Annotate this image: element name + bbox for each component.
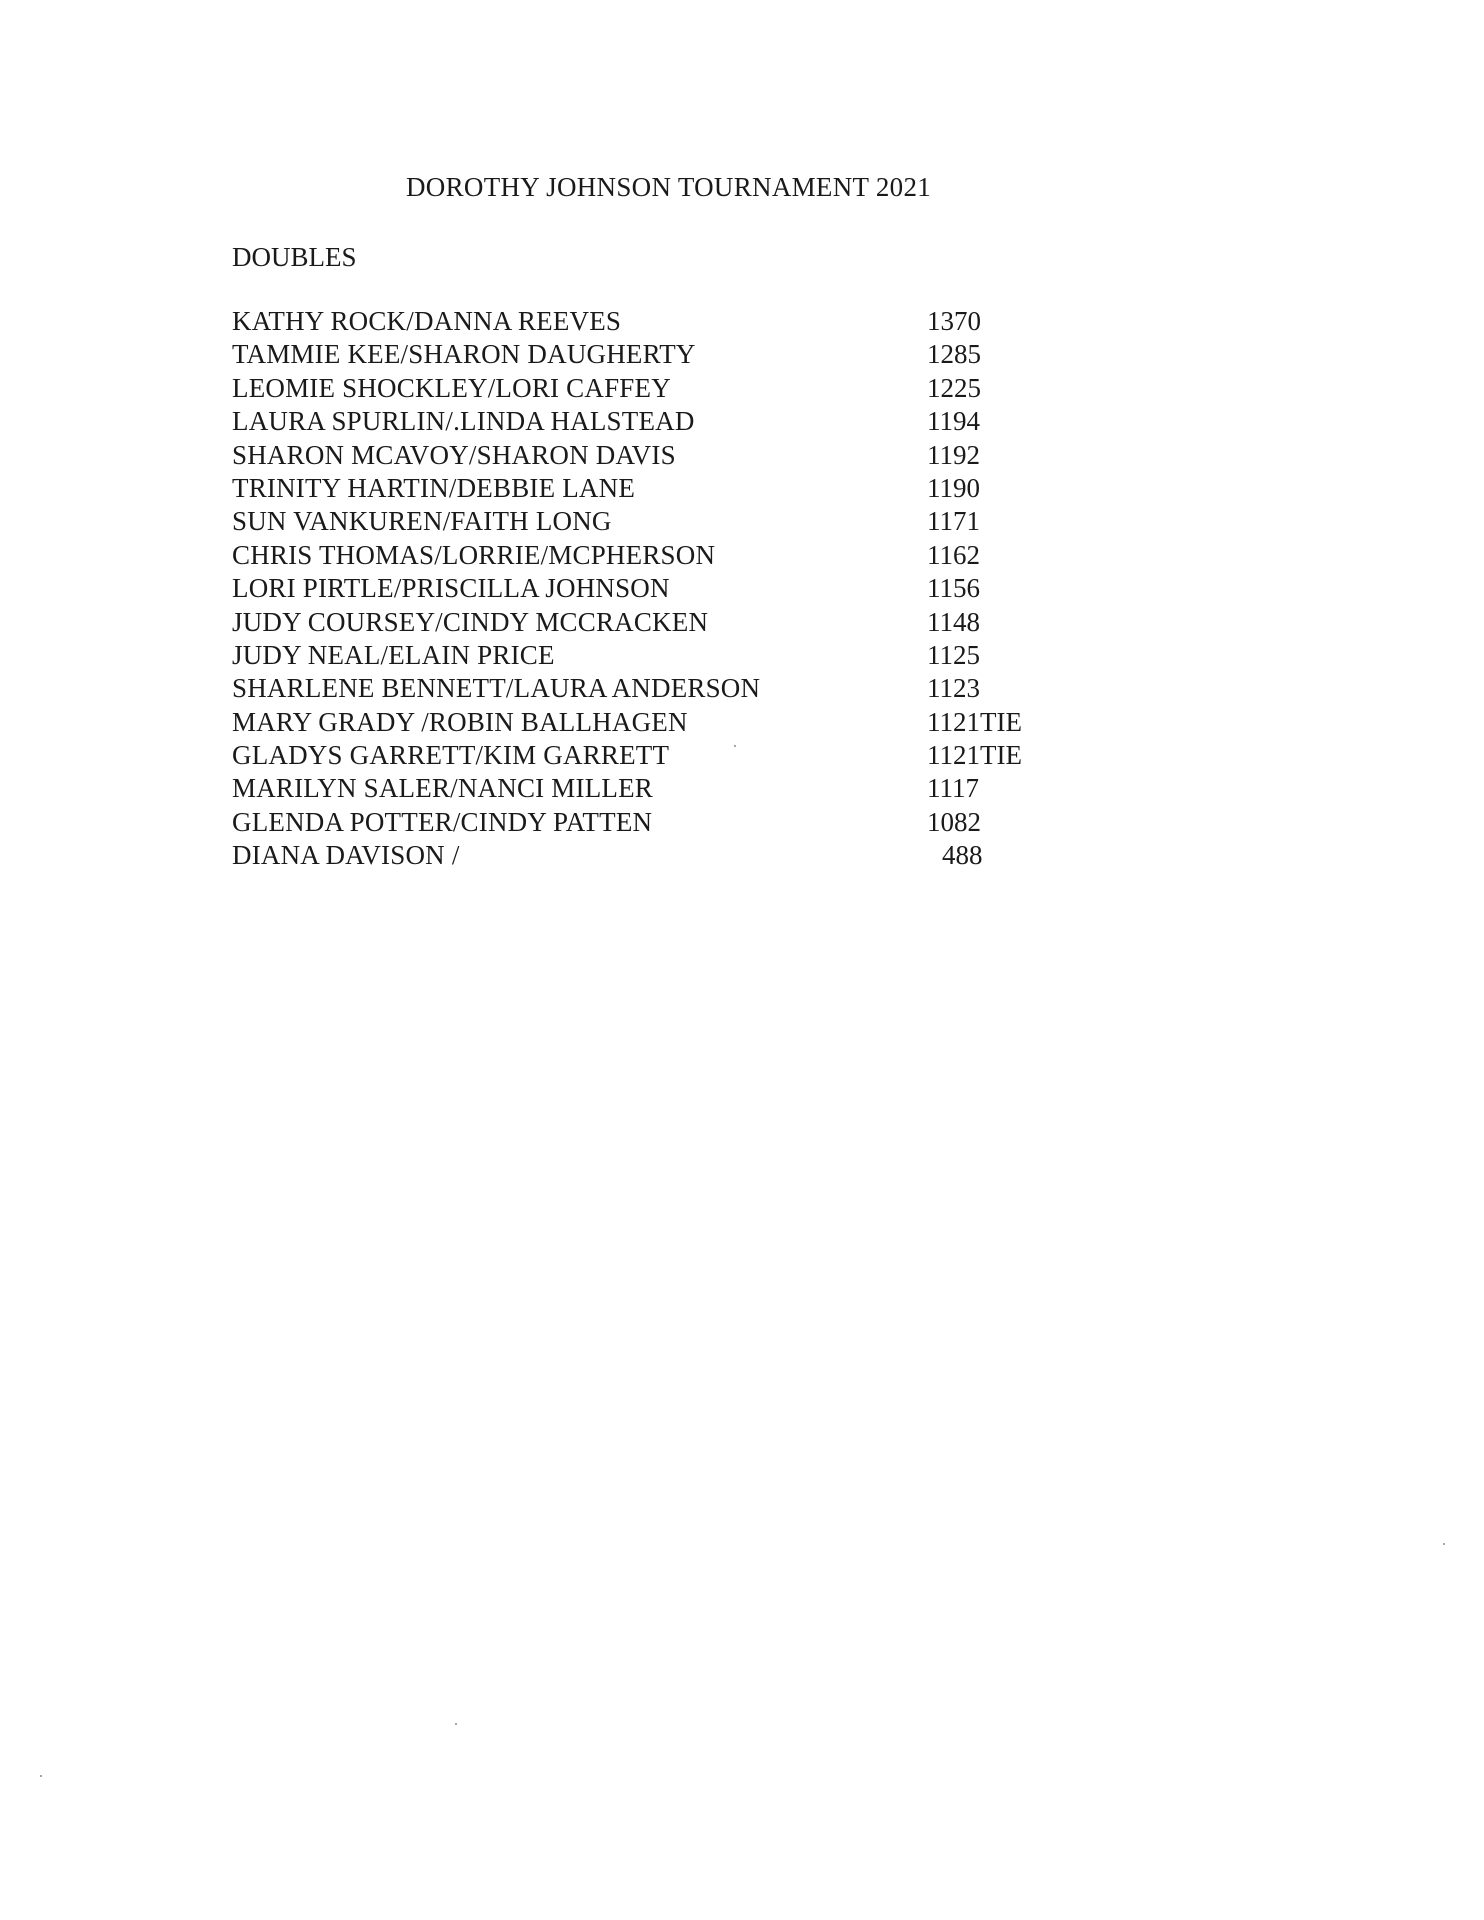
result-row	[232, 639, 1052, 672]
team-name: LEOMIE SHOCKLEY/LORI CAFFEY	[232, 372, 671, 403]
result-row	[232, 706, 1052, 739]
scan-speck	[40, 1775, 42, 1777]
team-name: CHRIS THOMAS/LORRIE/MCPHERSON	[232, 539, 716, 570]
result-row	[232, 305, 1052, 338]
result-row	[232, 439, 1052, 472]
team-score: 1125	[927, 639, 980, 670]
team-name: TRINITY HARTIN/DEBBIE LANE	[232, 472, 636, 503]
team-score: 1370	[927, 306, 981, 336]
team-score: 1285	[927, 339, 981, 370]
team-score: 488	[942, 840, 983, 871]
section-heading: DOUBLES	[232, 242, 357, 272]
result-row	[232, 572, 1052, 605]
team-name: JUDY COURSEY/CINDY MCCRACKEN	[232, 606, 709, 637]
result-row	[232, 739, 1052, 772]
scan-speck	[734, 745, 736, 747]
team-score: 1123	[927, 673, 980, 704]
team-name: DIANA DAVISON /	[232, 840, 460, 871]
team-name: SHARON MCAVOY/SHARON DAVIS	[232, 439, 676, 470]
scan-speck	[455, 1723, 457, 1725]
team-name: GLENDA POTTER/CINDY PATTEN	[232, 806, 653, 837]
result-row	[232, 372, 1052, 405]
team-name: SHARLENE BENNETT/LAURA ANDERSON	[232, 673, 761, 704]
team-score: 1082	[927, 806, 981, 837]
team-score: 1121TIE	[927, 706, 1022, 737]
team-score: 1162	[927, 539, 980, 570]
team-name: GLADYS GARRETT/KIM GARRETT	[232, 740, 670, 771]
result-row	[232, 772, 1052, 805]
team-name: JUDY NEAL/ELAIN PRICE	[232, 639, 555, 670]
page-title: DOROTHY JOHNSON TOURNAMENT 2021	[406, 172, 932, 202]
result-row	[232, 672, 1052, 705]
team-name: MARY GRADY /ROBIN BALLHAGEN	[232, 706, 688, 737]
team-score: 1121TIE	[927, 740, 1022, 771]
scan-speck	[1443, 1543, 1445, 1545]
team-name: LAURA SPURLIN/.LINDA HALSTEAD	[232, 406, 695, 437]
team-name: TAMMIE KEE/SHARON DAUGHERTY	[232, 339, 696, 370]
result-row	[232, 338, 1052, 371]
result-row	[232, 806, 1052, 839]
team-score: 1225	[927, 372, 981, 403]
result-row	[232, 606, 1052, 639]
team-score: 1192	[927, 439, 980, 470]
team-name: LORI PIRTLE/PRISCILLA JOHNSON	[232, 573, 670, 604]
team-name: SUN VANKUREN/FAITH LONG	[232, 506, 612, 537]
team-name: KATHY ROCK/DANNA REEVES	[232, 306, 622, 336]
result-row	[232, 839, 1052, 872]
result-row	[232, 505, 1052, 538]
result-row	[232, 472, 1052, 505]
results-list	[232, 305, 1052, 873]
team-score: 1171	[927, 506, 980, 537]
result-row	[232, 539, 1052, 572]
team-score: 1156	[927, 573, 980, 604]
team-score: 1117	[927, 773, 979, 804]
team-score: 1148	[927, 606, 980, 637]
result-row	[232, 405, 1052, 438]
team-score: 1190	[927, 472, 980, 503]
team-name: MARILYN SALER/NANCI MILLER	[232, 773, 653, 804]
team-score: 1194	[927, 406, 980, 437]
